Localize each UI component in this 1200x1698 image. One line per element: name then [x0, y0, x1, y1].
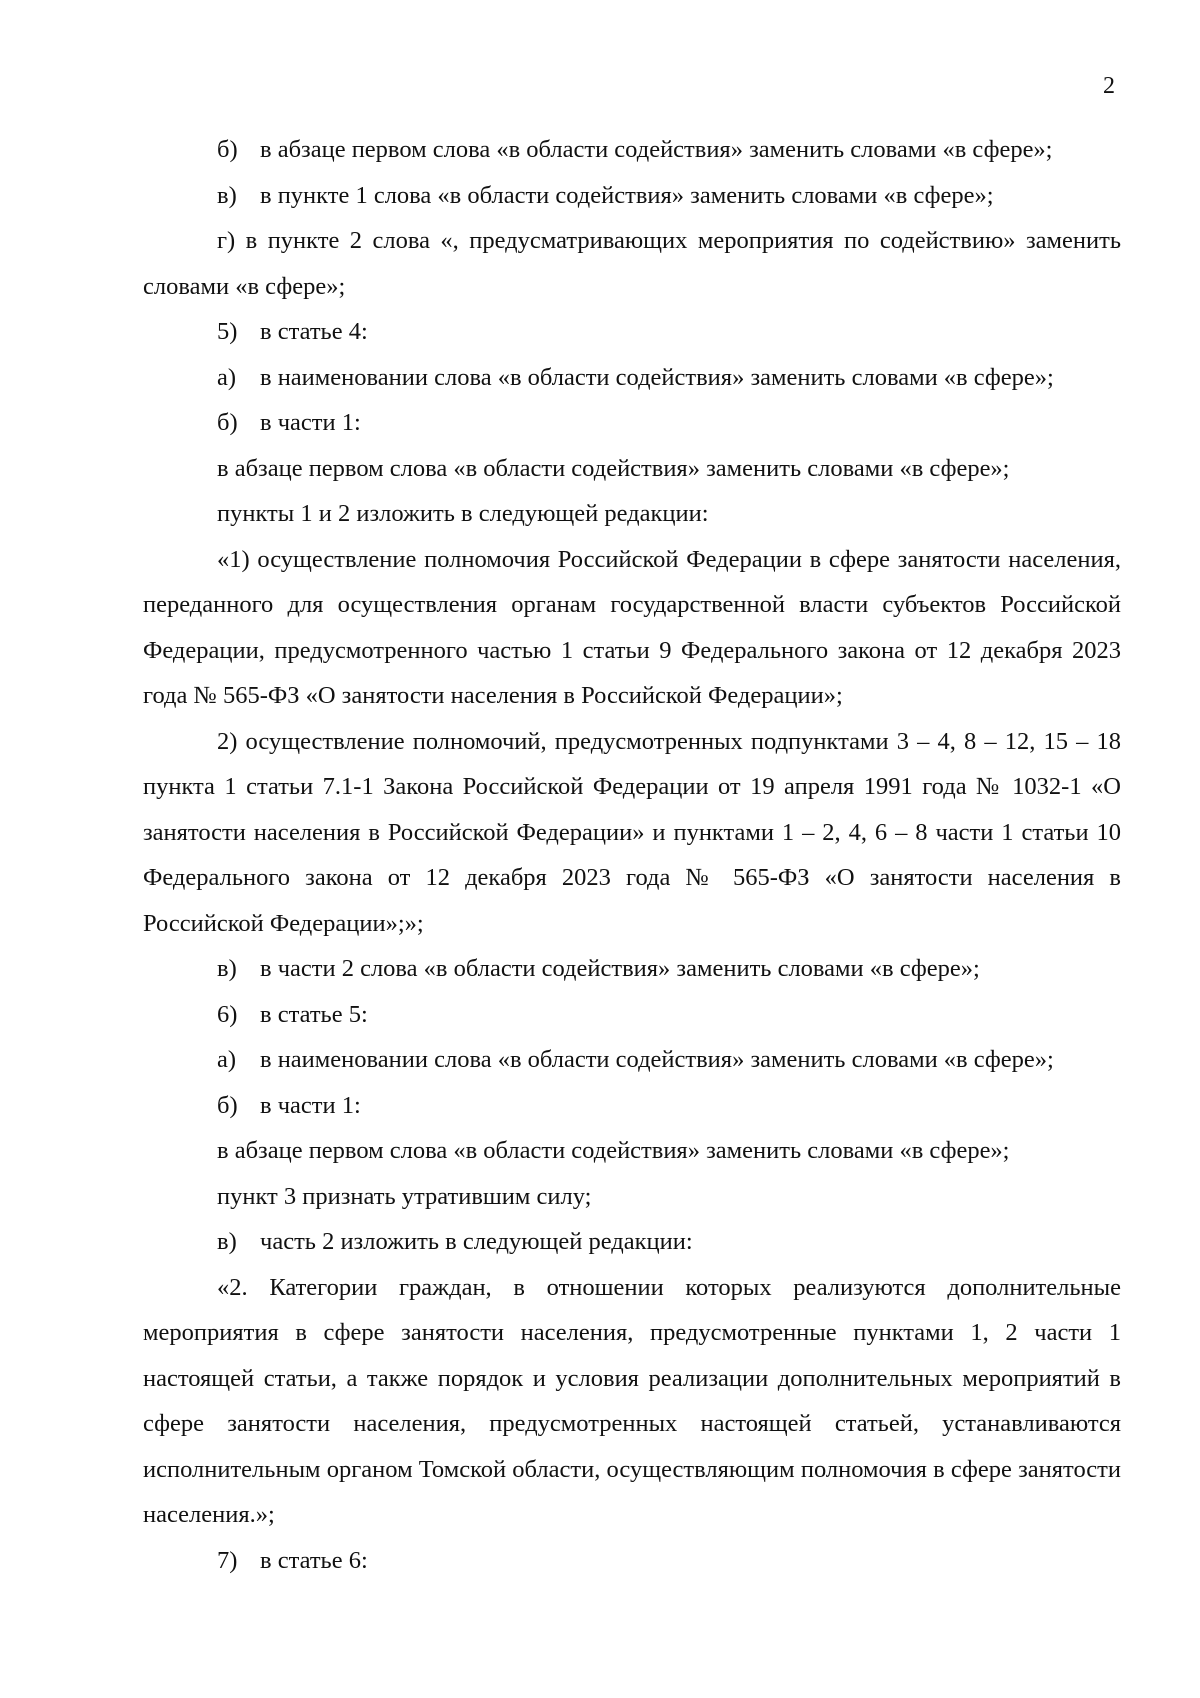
list-item [143, 1219, 1121, 1265]
plain-line: пункт 3 признать утратившим силу; [217, 1182, 592, 1210]
item-marker: в) [217, 955, 237, 982]
list-item [143, 1538, 1121, 1584]
item-marker: 7) [217, 1546, 238, 1574]
item-marker: б) [217, 409, 238, 436]
item-text: в статье 5: [260, 1000, 368, 1028]
item-text: в статье 6: [260, 1546, 368, 1574]
list-item [143, 355, 1121, 401]
list-item [143, 1037, 1121, 1083]
list-item [143, 1083, 1121, 1129]
list-item [143, 400, 1121, 446]
item-marker: б) [217, 136, 238, 163]
document-body [143, 127, 1121, 1583]
plain-line: в абзаце первом слова «в области содействия» заменить словами «в сфере»; [217, 454, 1010, 482]
page-number: 2 [1103, 73, 1115, 99]
plain-line: в абзаце первом слова «в области содействия» заменить словами «в сфере»; [217, 1137, 1010, 1164]
list-item [143, 992, 1121, 1038]
list-item [143, 173, 1121, 219]
paragraph: г) в пункте 2 слова «, предусматривающих мероприятия по содействию» заменить словами «в сфере»; [143, 227, 1121, 300]
item-text: часть 2 изложить в следующей редакции: [260, 1228, 693, 1255]
item-text: в части 2 слова «в области содействия» заменить словами «в сфере»; [260, 955, 980, 982]
list-item [143, 946, 1121, 992]
item-text: в части 1: [260, 1091, 361, 1119]
paragraph: 2) осуществление полномочий, предусмотренных подпунктами 3 – 4, 8 – 12, 15 – 18 пункта 1 статьи 7.1-1 Закона Российской Федерации от 19 апреля 1991 года № 1032-1 «О занятости населения в Российской Федерации» и пунктами 1 – 2, 4, 6 – 8 части 1 статьи 10 Федерального закона от 12 декабря 2023 года № 565-ФЗ «О занятости населения в Российской Федерации»;»; [143, 727, 1121, 937]
item-marker: в) [217, 1228, 237, 1255]
item-text: в статье 4: [260, 318, 368, 345]
item-text: в наименовании слова «в области содействия» заменить словами «в сфере»; [260, 1046, 1054, 1073]
plain-line: пункты 1 и 2 изложить в следующей редакции: [217, 500, 709, 527]
paragraph: «1) осуществление полномочия Российской Федерации в сфере занятости населения, переданного для осуществления органам государственной власти субъектов Российской Федерации, предусмотренного частью 1 статьи 9 Федерального закона от 12 декабря 2023 года № 565-ФЗ «О занятости населения в Российской Федерации»; [143, 545, 1121, 709]
item-marker: а) [217, 363, 237, 391]
list-item [143, 127, 1121, 173]
list-item [143, 309, 1121, 355]
item-marker: 6) [217, 1000, 238, 1028]
paragraph: «2. Категории граждан, в отношении которых реализуются дополнительные мероприятия в сфере занятости населения, предусмотренные пунктами 1, 2 части 1 настоящей статьи, а также порядок и условия реализации дополнительных мероприятий в сфере занятости населения, предусмотренных настоящей статьей, устанавливаются исполнительным органом Томской области, осуществляющим полномочия в сфере занятости населения.»; [143, 1273, 1121, 1528]
item-text: в части 1: [260, 409, 361, 436]
item-marker: б) [217, 1091, 238, 1119]
item-marker: 5) [217, 318, 238, 345]
item-marker: а) [217, 1046, 237, 1073]
item-text: в абзаце первом слова «в области содействия» заменить словами «в сфере»; [260, 136, 1053, 163]
item-text: в наименовании слова «в области содействия» заменить словами «в сфере»; [260, 363, 1054, 391]
item-text: в пункте 1 слова «в области содействия» заменить словами «в сфере»; [260, 181, 994, 209]
item-marker: в) [217, 181, 237, 209]
